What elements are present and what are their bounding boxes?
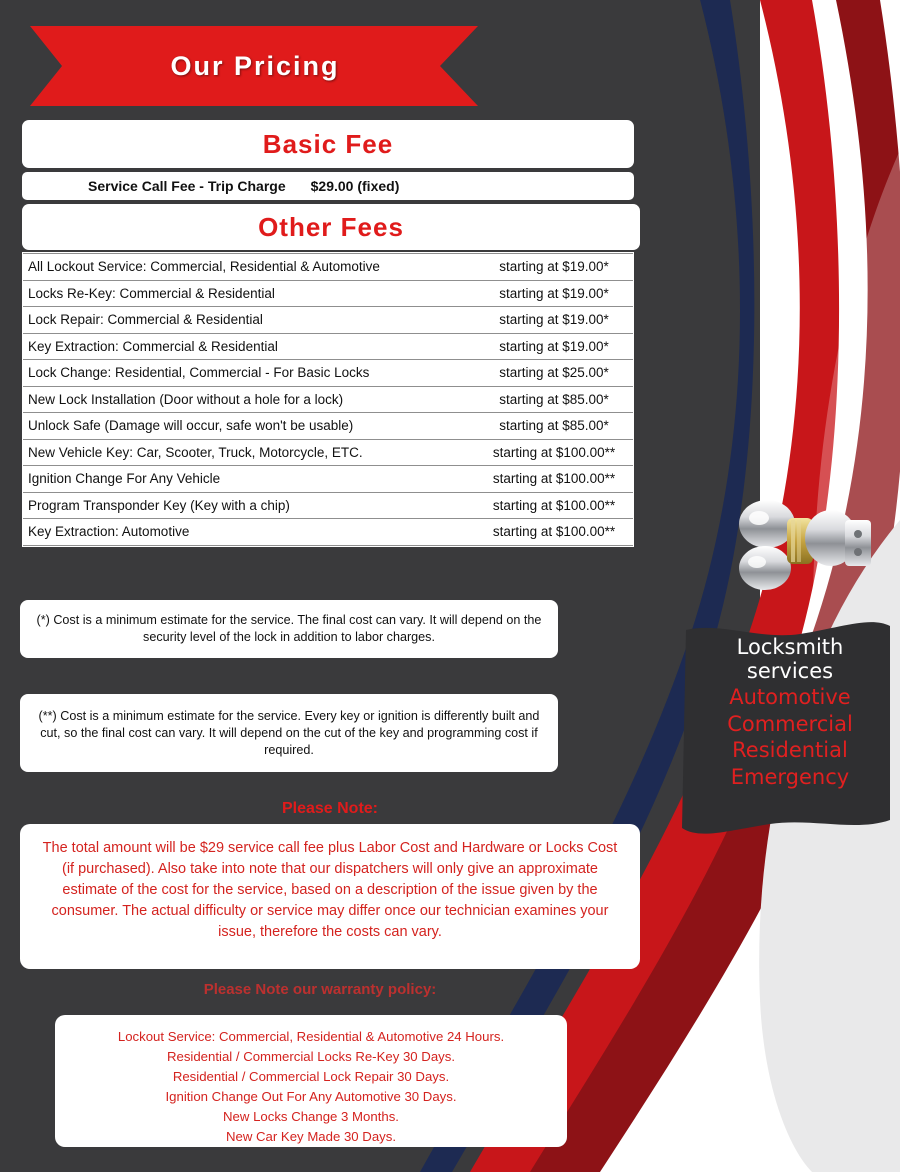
service-item-automotive: Automotive (729, 685, 851, 710)
warranty-line: Residential / Commercial Lock Repair 30 Days. (172, 1069, 450, 1085)
fee-description: New Vehicle Key: Car, Scooter, Truck, Motorcycle, ETC. (28, 444, 363, 460)
fee-description: Program Transponder Key (Key with a chip) (28, 497, 290, 513)
basic-fee-heading (22, 120, 634, 168)
fee-price: starting at $25.00* (499, 365, 609, 381)
service-call-label: Service Call Fee - Trip Charge (88, 178, 286, 194)
fee-price: starting at $100.00** (492, 497, 616, 513)
fee-description: Locks Re-Key: Commercial & Residential (28, 285, 275, 301)
fee-price: starting at $85.00* (499, 418, 609, 434)
fee-description: Lock Repair: Commercial & Residential (28, 312, 263, 328)
footnote-double-star (20, 694, 558, 772)
fee-price: starting at $100.00** (492, 444, 616, 460)
fee-description: Key Extraction: Commercial & Residential (28, 338, 278, 354)
warranty-title: Please Note our warranty policy: (203, 981, 437, 998)
services-title-line2: services (746, 658, 834, 683)
fee-price: starting at $85.00* (499, 391, 609, 407)
other-fees-heading-text: Other Fees (258, 211, 404, 242)
fee-price: starting at $19.00* (499, 259, 609, 275)
footnote-single-star (20, 600, 558, 658)
service-item-commercial: Commercial (727, 711, 853, 736)
table-row (23, 307, 633, 334)
services-block (690, 636, 890, 789)
please-note-body: The total amount will be $29 service call fee plus Labor Cost and Hardware or Locks Cost (if purchased). Also take into note that our dispatchers will only give an approximate estimate of the cost for the service, based on a description of the issue given by the consumer. The actual difficulty or service may differ once our technician examines your issue, therefore the costs can vary. (20, 824, 640, 969)
table-row (23, 519, 633, 546)
warranty-line: New Locks Change 3 Months. (223, 1109, 399, 1125)
fee-description: Lock Change: Residential, Commercial - For Basic Locks (28, 365, 370, 381)
table-row (23, 387, 633, 414)
warranty-line: New Car Key Made 30 Days. (225, 1129, 397, 1145)
please-note-title: Please Note: (281, 800, 379, 817)
warranty-line: Lockout Service: Commercial, Residential & Automotive 24 Hours. (117, 1029, 505, 1044)
warranty-box (55, 1015, 567, 1147)
basic-fee-heading-text: Basic Fee (262, 128, 394, 159)
footnote-single-star-text: (*) Cost is a minimum estimate for the service. The final cost can vary. It will depend on the security level of the lock in addition to labor charges. (36, 613, 542, 644)
fee-price: starting at $19.00* (499, 338, 609, 354)
fee-description: Key Extraction: Automotive (28, 524, 190, 540)
fee-price: starting at $100.00** (492, 471, 616, 487)
table-row (23, 334, 633, 361)
table-row (23, 360, 633, 387)
service-item-emergency: Emergency (730, 764, 850, 789)
table-row (23, 493, 633, 520)
warranty-line: Residential / Commercial Locks Re-Key 30 Days. (166, 1049, 456, 1065)
service-item-residential: Residential (732, 738, 848, 763)
fee-description: Unlock Safe (Damage will occur, safe won't be usable) (28, 418, 354, 434)
table-row (23, 281, 633, 308)
service-call-value: $29.00 (fixed) (310, 178, 400, 194)
service-call-row (22, 172, 634, 200)
fee-description: All Lockout Service: Commercial, Residential & Automotive (28, 259, 380, 275)
doorknob-icon (735, 490, 900, 600)
warranty-line: Ignition Change Out For Any Automotive 30 Days. (165, 1089, 457, 1105)
other-fees-heading (22, 204, 640, 250)
banner (30, 26, 480, 106)
table-row (23, 253, 633, 281)
fee-description: New Lock Installation (Door without a hole for a lock) (28, 391, 344, 407)
fee-description: Ignition Change For Any Vehicle (28, 471, 221, 487)
table-row (23, 440, 633, 467)
table-row (23, 466, 633, 493)
services-title-line1: Locksmith (736, 635, 844, 659)
fee-price: starting at $19.00* (499, 285, 609, 301)
fee-table (22, 252, 634, 547)
page-title: Our Pricing (170, 50, 340, 81)
footnote-double-star-text: (**) Cost is a minimum estimate for the service. Every key or ignition is differently built and cut, so the final cost can vary. It will depend on the cut of the key and programming cost if required. (38, 708, 540, 757)
table-row (23, 413, 633, 440)
fee-price: starting at $19.00* (499, 312, 609, 328)
fee-price: starting at $100.00** (492, 524, 616, 540)
